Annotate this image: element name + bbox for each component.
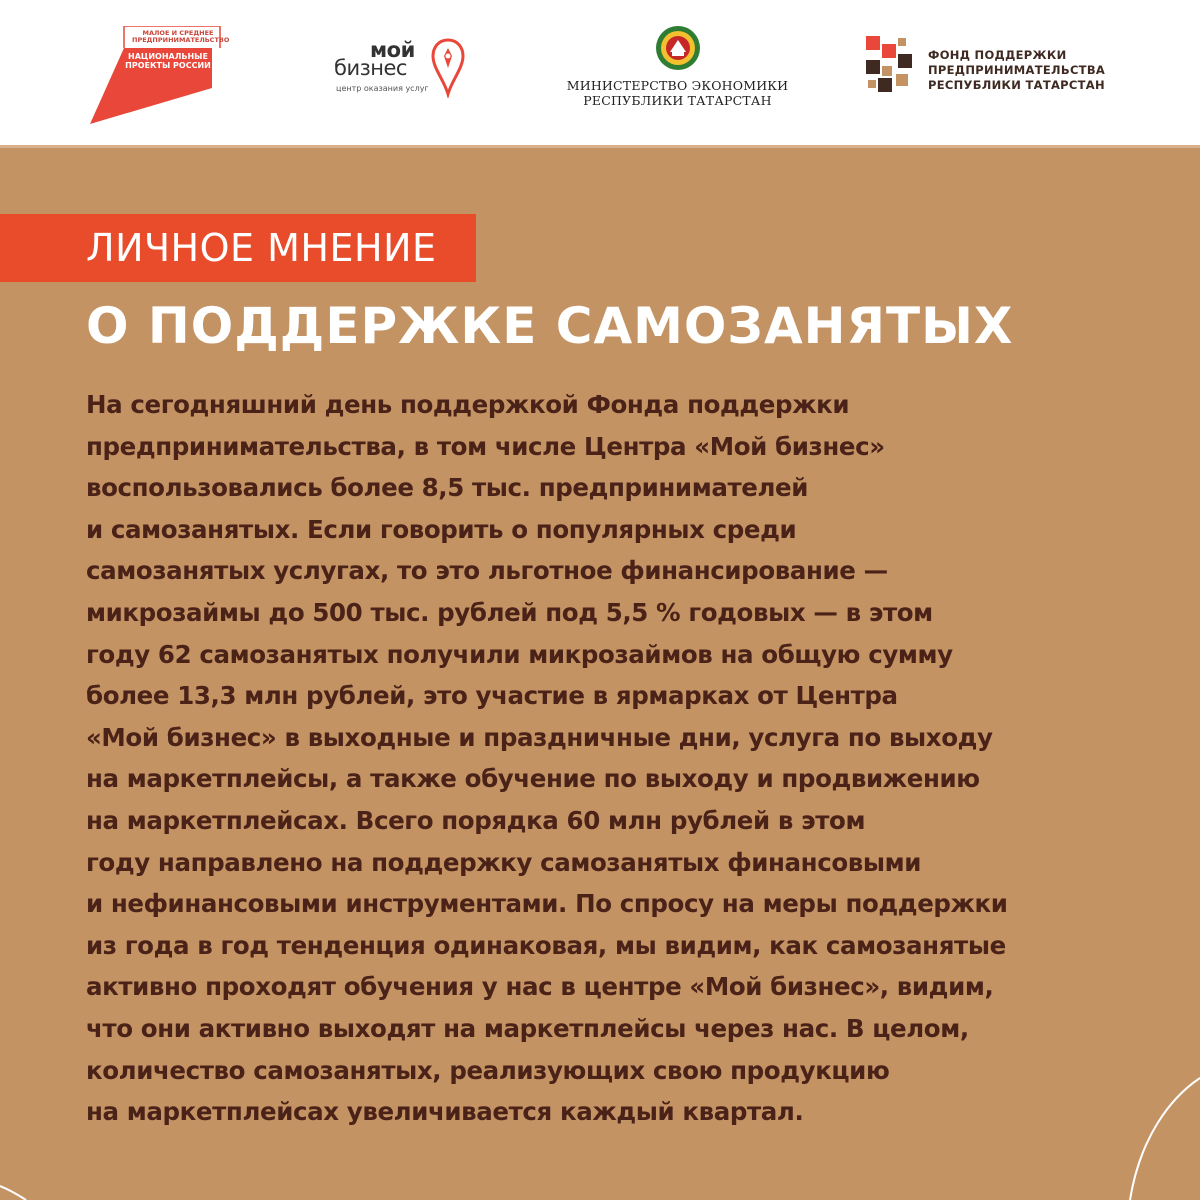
fund-line2: ПРЕДПРИНИМАТЕЛЬСТВА	[928, 63, 1106, 77]
body-line: «Мой бизнес» в выходные и праздничные дни, услуга по выходу	[86, 722, 993, 752]
body-line: на маркетплейсы, а также обучение по выходу и продвижению	[86, 764, 980, 794]
content-panel	[0, 148, 1200, 1200]
mb-subtitle: центр оказания услуг	[336, 84, 429, 93]
body-line: что они активно выходят на маркетплейсы через нас. В целом,	[86, 1013, 969, 1043]
body-line: на маркетплейсах. Всего порядка 60 млн рублей в этом	[86, 805, 866, 835]
body-line: году 62 самозанятых получили микрозаймов на общую сумму	[86, 639, 953, 669]
mb-word-moi: мой	[370, 38, 415, 62]
national-projects-logo	[88, 26, 230, 126]
body-line: и самозанятых. Если говорить о популярных среди	[86, 514, 797, 544]
ministry-line2: РЕСПУБЛИКИ ТАТАРСТАН	[583, 93, 772, 108]
section-tag	[0, 214, 476, 282]
np-main-text: НАЦИОНАЛЬНЫЕ ПРОЕКТЫ РОССИИ	[125, 52, 211, 70]
ministry-logo	[560, 22, 795, 122]
np-top-text: МАЛОЕ И СРЕДНЕЕ ПРЕДПРИНИМАТЕЛЬСТВО	[132, 29, 230, 44]
body-line: году направлено на поддержку самозанятых финансовыми	[86, 847, 922, 877]
body-line: На сегодняшний день поддержкой Фонда поддержки	[86, 390, 850, 419]
fund-line3: РЕСПУБЛИКИ ТАТАРСТАН	[928, 78, 1105, 92]
ministry-name	[560, 78, 795, 108]
body-line: микрозаймы до 500 тыс. рублей под 5,5 % годовых — в этом	[86, 597, 933, 627]
fund-logo	[864, 34, 1124, 104]
body-line: воспользовались более 8,5 тыс. предпринимателей	[86, 473, 809, 503]
body-line: на маркетплейсах увеличивается каждый квартал.	[86, 1097, 804, 1127]
page-title: О ПОДДЕРЖКЕ САМОЗАНЯТЫХ	[86, 297, 1014, 355]
mb-word-biznes: бизнес	[334, 56, 407, 80]
moi-biznes-logo	[330, 34, 470, 104]
body-line: количество самозанятых, реализующих свою продукцию	[86, 1055, 890, 1085]
section-tag-label: ЛИЧНОЕ МНЕНИЕ	[86, 226, 437, 270]
body-line: и нефинансовыми инструментами. По спросу на меры поддержки	[86, 889, 1008, 919]
location-pin-icon	[430, 36, 466, 98]
body-line: предпринимательства, в том числе Центра «Мой бизнес»	[86, 431, 885, 461]
body-line: из года в год тенденция одинаковая, мы видим, как самозанятые	[86, 930, 1006, 960]
body-line: активно проходят обучения у нас в центре «Мой бизнес», видим,	[86, 972, 994, 1002]
tatarstan-emblem-icon	[654, 24, 702, 74]
fund-name	[928, 48, 1128, 93]
header-logo-bar	[0, 0, 1200, 145]
body-line: самозанятых услугах, то это льготное финансирование —	[86, 556, 888, 586]
body-line: более 13,3 млн рублей, это участие в ярмарках от Центра	[86, 681, 898, 711]
fund-line1: ФОНД ПОДДЕРЖКИ	[928, 48, 1067, 62]
quote-body	[86, 384, 1126, 1133]
fund-mosaic-icon	[864, 34, 918, 100]
ministry-line1: МИНИСТЕРСТВО ЭКОНОМИКИ	[566, 78, 789, 93]
